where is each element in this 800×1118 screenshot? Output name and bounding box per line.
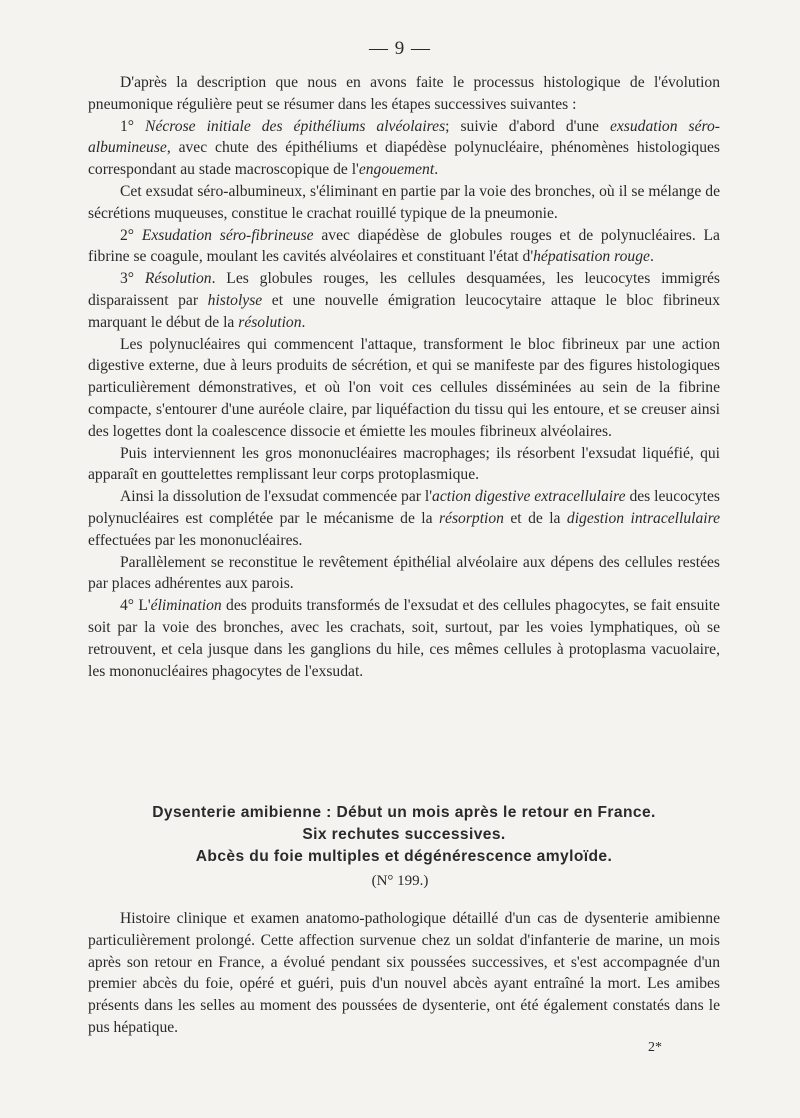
text-run: Les polynucléaires qui commencent l'attaque, transforment le bloc fibrineux par une action digestive externe, due à leurs produits de sécrétion, et qui se manifeste par des figures histologiques particulièrement démonstratives, et où l'on voit ces cellules disséminées au sein de la fibrine compacte, s'entourer d'une auréole claire, par liquéfaction du tissu qui les entoure, et se creuser ainsi des logettes dont la coalescence dissocie et émiette les moules fibrineux alvéolaires. [88,335,720,440]
italic-term: action digestive extracellulaire [432,488,626,506]
text-run: 1° [120,117,146,135]
text-run: 2° [120,226,142,244]
heading-line-1: Dysenterie amibienne : Début un mois après le retour en France. [152,804,656,821]
paragraph-step3 [88,268,720,333]
case-abstract [88,908,720,1039]
text-run: 4° L' [120,597,151,615]
text-run: ; suivie d'abord d'une [445,117,610,135]
text-run: des produits transformés de l'exsudat et des cellules phagocytes, se fait ensuite soit par la voie des bronches, avec les crachats, soit, surtout, par les voies lymphatiques, où se retrouvent, et cela jusque dans les ganglions du hile, ces mêmes cellules à protoplasma vacuolaire, les mononucléaires phagocytes de l'exsudat. [88,597,720,680]
text-run: Ainsi la dissolution de l'exsudat commencée par l' [120,488,433,506]
paragraph-step1 [88,116,720,181]
paragraph-intro [88,72,720,116]
text-run: des leucocytes polynucléaires est complétée par le mécanisme de la [88,488,720,527]
text-run: , avec chute des épithéliums et diapédèse polynucléaire, phénomènes histologiques correspondant au stade macroscopique de l' [88,139,720,179]
paragraph-step2 [88,225,720,269]
paragraph-step3b [88,334,720,443]
text-run: . [301,313,306,331]
text-run: . [434,161,439,179]
italic-term: Exsudation séro-fibrineuse [141,226,314,244]
text-run: avec diapédèse de globules rouges et de polynucléaires. La fibrine se coagule, moulant les cavités alvéolaires et constituant l'état d' [88,226,720,266]
section-heading [88,802,720,868]
italic-term: hépatisation rouge [533,248,650,266]
paragraph-step3d [88,486,720,551]
paragraph-step1b [88,181,720,225]
text-run: et de la [503,509,567,527]
text-run: Cet exsudat séro-albumineux, s'éliminant en partie par la voie des bronches, où il se mélange de sécrétions muqueuses, constitue le crachat rouillé typique de la pneumonie. [88,182,720,222]
page-number: — 9 — [369,38,431,59]
text-run: . Les globules rouges, les cellules desquamées, les leucocytes immigrés disparaissent par [88,270,720,309]
heading-line-3: Abcès du foie multiples et dégénérescence amyloïde. [195,848,613,865]
italic-term: engouement [358,161,435,179]
paragraph-step3c [88,443,720,487]
case-number: (N° 199.) [371,873,429,889]
italic-term: histolyse [207,291,263,309]
abstract-paragraph: Histoire clinique et examen anatomo-pathologique détaillé d'un cas de dysenterie amibienne particulièrement prolongé. Cette affection survenue chez un soldat d'infanterie de marine, un mois après son retour en France, a évolué pendant six poussées successives, et s'est accompagnée d'un premier abcès du foie, opéré et guéri, puis d'un nouvel abcès ayant entraîné la mort. Les amibes présents dans les selles au moment des poussées de dysenterie, ont été également constatés dans le pus hépatique. [88,910,720,1036]
italic-term: résorption [438,509,504,527]
paragraph-step3e [88,552,720,596]
heading-line-2: Six rechutes successives. [302,826,506,843]
body-text [88,72,720,682]
text-run: et une nouvelle émigration leucocytaire attaque le bloc fibrineux marquant le début de la [88,291,720,331]
text-run: Puis interviennent les gros mononucléaires macrophages; ils résorbent l'exsudat liquéfié, qui apparaît en gouttelettes remplissant leur corps protoplasmique. [88,444,720,484]
text-run: 3° [120,270,145,288]
italic-term: résolution [238,313,302,331]
italic-term: exsudation séro-albumineuse [88,117,720,157]
italic-term: Résolution [144,270,212,288]
italic-term: Nécrose initiale des épithéliums alvéolaires [145,117,446,135]
paragraph-step4 [88,595,720,682]
italic-term: digestion intracellulaire [566,509,720,527]
text-run: Parallèlement se reconstitue le revêtement épithélial alvéolaire aux dépens des cellules restées par places adhérentes aux parois. [88,553,720,593]
text-run: D'après la description que nous en avons faite le processus histologique de l'évolution pneumonique régulière peut se résumer dans les étapes successives suivantes : [88,74,720,113]
italic-term: élimination [150,597,222,615]
signature-mark: 2* [648,1040,662,1055]
text-run: . [649,248,654,266]
text-run: effectuées par les mononucléaires. [88,531,303,549]
